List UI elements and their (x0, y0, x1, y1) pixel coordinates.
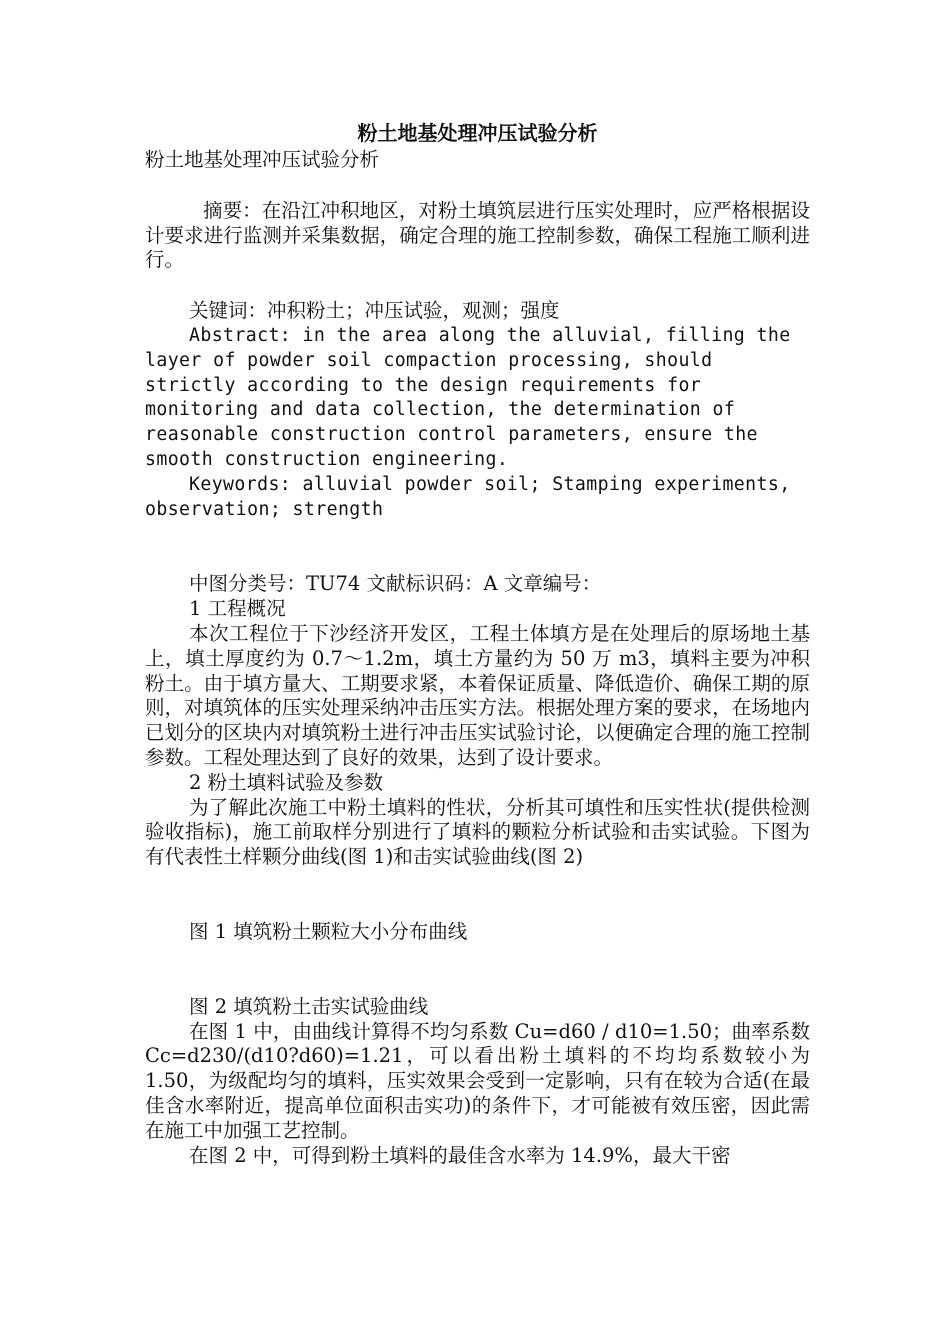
figure1-caption: 图 1 填筑粉土颗粒大小分布曲线 (189, 919, 468, 943)
spacer (145, 945, 810, 995)
keywords-cn: 关键词：冲积粉土；冲压试验，观测；强度 (189, 299, 560, 323)
document-page (145, 120, 810, 1168)
spacer (145, 273, 810, 299)
paragraph-figure1: 在图 1 中，由曲线计算得不均匀系数 Cu=d60 / d10=1.50；曲率系数 Cc=d230/(d10?d60)=1.21，可以看出粉土填料的不均均系数较小为 1.50，为级配均匀的填料，压实效果会受到一定影响，只有在较为合适(在最佳含水率附近，提高单位面积击实功)的条件下，才可能被有效压密，因此需在施工中加强工艺控制。 (145, 1019, 810, 1142)
spacer (145, 870, 810, 920)
document-subtitle: 粉土地基处理冲压试验分析 (145, 148, 380, 171)
paragraph-figure2: 在图 2 中，可得到粉土填料的最佳含水率为 14.9%，最大干密 (189, 1143, 731, 1167)
classification-line: 中图分类号：TU74 文献标识码：A 文章编号： (189, 572, 602, 596)
section1-body: 本次工程位于下沙经济开发区，工程土体填方是在处理后的原场地土基上，填土厚度约为 0.7～1.2m，填土方量约为 50 万 m3，填料主要为冲积粉土。由于填方量大、工期要求紧，本着保证质量、降低造价、确保工期的原则，对填筑体的压实处理采纳冲击压实方法。根据处理方案的要求，在场地内已划分的区块内对填筑粉土进行冲击压实试验讨论，以便确定合理的施工控制参数。工程处理达到了良好的效果，达到了设计要求。 (145, 621, 810, 769)
spacer (145, 522, 810, 572)
section2-heading: 2 粉土填料试验及参数 (189, 770, 384, 794)
keywords-en: Keywords: alluvial powder soil; Stamping experiments, observation; strength (145, 473, 791, 520)
document-title: 粉土地基处理冲压试验分析 (357, 121, 598, 145)
section1-heading: 1 工程概况 (189, 597, 286, 621)
abstract-en: Abstract: in the area along the alluvial, filling the layer of powder soil compaction processing, should strictly according to the design requirements for monitoring and data collection, the determination of reasonable construction control parameters, ensure the smooth construction engineering. (145, 324, 791, 470)
figure2-caption: 图 2 填筑粉土击实试验曲线 (189, 994, 429, 1018)
section2-body: 为了解此次施工中粉土填料的性状，分析其可填性和压实性状(提供检测验收指标)，施工前取样分别进行了填料的颗粒分析试验和击实试验。下图为有代表性土样颗分曲线(图 1)和击实试验曲线(图 2) (145, 795, 810, 869)
spacer (145, 173, 810, 199)
abstract-cn: 摘要：在沿江冲积地区，对粉土填筑层进行压实处理时，应严格根据设计要求进行监测并采集数据，确定合理的施工控制参数，确保工程施工顺利进行。 (145, 198, 810, 272)
